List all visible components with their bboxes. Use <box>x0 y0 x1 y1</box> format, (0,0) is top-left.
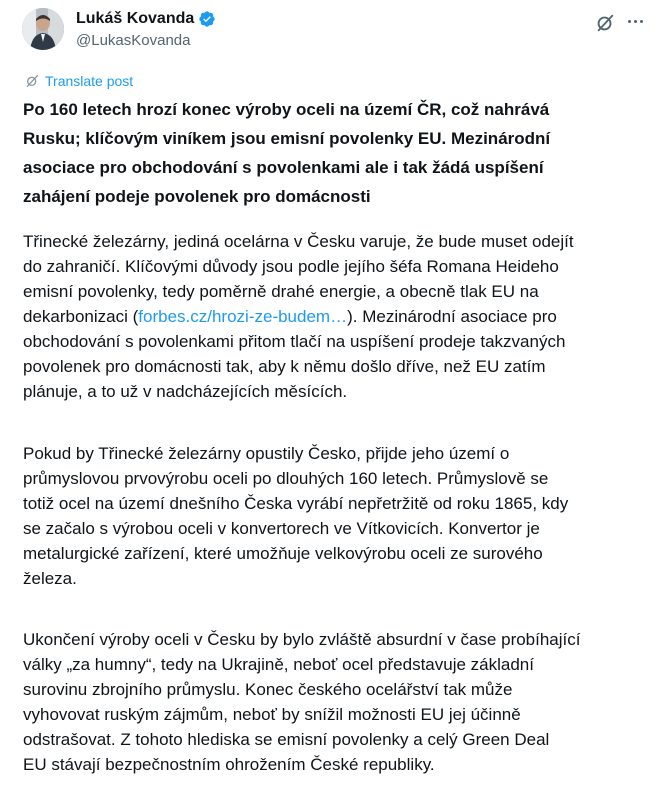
paragraph-line: plánuje, a to už v nadcházejících měsících. <box>23 382 348 401</box>
avatar[interactable] <box>22 8 64 50</box>
post-title <box>23 95 653 211</box>
title-line: Po 160 letech hrozí konec výroby oceli na území ČR, což nahrává <box>23 100 550 119</box>
more-button[interactable] <box>624 10 646 32</box>
post-paragraph-3 <box>23 627 658 777</box>
paragraph-line: surovinu zbrojního průmyslu. Konec českého ocelářství tak může <box>23 680 513 699</box>
title-line: zahájení podeje povolenek pro domácnosti <box>23 187 371 206</box>
paragraph-line: války „za humny“, tedy na Ukrajině, neboť ocel představuje základní <box>23 655 534 674</box>
more-icon <box>628 20 631 23</box>
author-block <box>76 9 216 49</box>
paragraph-line: povolenek pro domácnosti tak, aby k němu došlo dříve, než EU zatím <box>23 357 546 376</box>
paragraph-text: ). Mezinárodní asociace pro <box>347 307 557 326</box>
grok-icon <box>594 12 616 34</box>
translate-post-label[interactable]: Translate post <box>45 73 134 89</box>
paragraph-line: EU stávají bezpečnostním ohrožením České republiky. <box>23 755 435 774</box>
author-handle[interactable]: @LukasKovanda <box>76 32 191 49</box>
author-name-row <box>76 9 216 29</box>
paragraph-line: železa. <box>23 569 77 588</box>
verified-badge-icon[interactable] <box>198 10 216 28</box>
paragraph-line: Třinecké železárny, jediná ocelárna v Česku varuje, že bude muset odejít <box>23 232 574 251</box>
paragraph-line: metalurgické zařízení, které umožňuje velkovýrobu oceli ze surového <box>23 544 543 563</box>
post-paragraph-2 <box>23 441 658 591</box>
title-line: asociace pro obchodování s povolenkami ale i tak žádá uspíšení <box>23 158 544 177</box>
paragraph-line: se začalo s výrobou oceli v konvertorech ve Vítkovicích. Konvertor je <box>23 519 540 538</box>
author-display-name[interactable]: Lukáš Kovanda <box>76 10 195 27</box>
grok-button[interactable] <box>594 12 616 34</box>
avatar-photo-icon <box>22 8 64 50</box>
forbes-link[interactable]: forbes.cz/hrozi-ze-budem… <box>138 307 348 326</box>
paragraph-text: dekarbonizaci ( <box>23 307 139 326</box>
paragraph-line: Ukončení výroby oceli v Česku by bylo zvláště absurdní v čase probíhající <box>23 630 581 649</box>
paragraph-line: totiž ocel na území dnešního Česka vyrábí nepřetržitě od roku 1865, kdy <box>23 494 569 513</box>
paragraph-line: odstrašovat. Z tohoto hlediska se emisní povolenky a celý Green Deal <box>23 730 550 749</box>
title-line: Rusku; klíčovým viníkem jsou emisní povolenky EU. Mezinárodní <box>23 129 551 148</box>
post-paragraph-1 <box>23 229 658 404</box>
paragraph-line: vyhovovat ruským zájmům, neboť by snížil možnosti EU jej účinně <box>23 705 521 724</box>
paragraph-line: emisní povolenky, tedy poměrně drahé energie, a obecně tlak EU na <box>23 282 539 301</box>
paragraph-line: do zahraničí. Klíčovými důvody jsou podle jejího šéfa Romana Heideho <box>23 257 559 276</box>
paragraph-line: obchodování s povolenkami přitom tlačí na uspíšení prodeje takzvaných <box>23 332 566 351</box>
translate-post-link[interactable] <box>24 73 133 89</box>
grok-translate-icon <box>24 73 40 89</box>
paragraph-line: Pokud by Třinecké železárny opustily Česko, přijde jeho území o <box>23 444 510 463</box>
paragraph-line: průmyslovou prvovýrobu oceli po dlouhých 160 letech. Průmyslově se <box>23 469 549 488</box>
paragraph-line-with-link <box>23 304 658 329</box>
